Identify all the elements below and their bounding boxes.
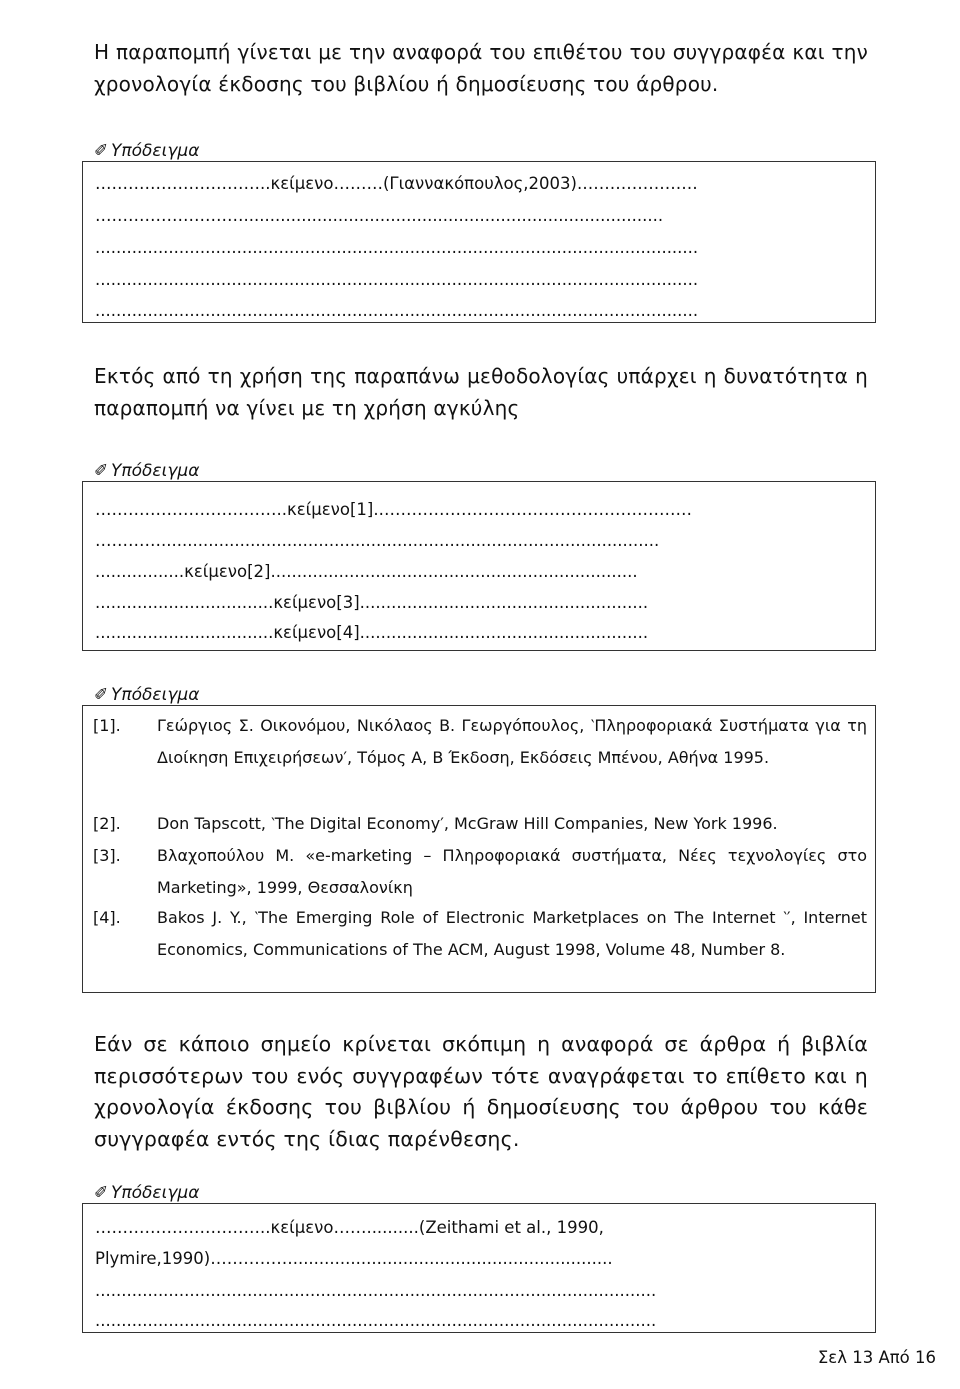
example1-line: ................................................................................................................... (95, 270, 699, 289)
bracket-method-paragraph: Εκτός από τη χρήση της παραπάνω μεθοδολογίας υπάρχει η δυνατότητα η παραπομπή να γίνει με τη χρήση αγκύλης (94, 364, 868, 420)
reference-text: Γεώργιος Σ. Οικονόμου, Νικόλαος Β. Γεωργόπουλος, ‵Πληροφοριακά Συστήματα για τη Διοίκηση Επιχειρήσεων′, Τόμος Α, Β Έκδοση, Εκδόσεις Μπένου, Αθήνα 1995. (157, 716, 867, 767)
example-label-3 (94, 684, 199, 706)
example-label-2 (94, 460, 199, 482)
multi-author-paragraph: Εάν σε κάποιο σημείο κρίνεται σκόπιμη η αναφορά σε άρθρα ή βιβλία περισσότερων του ενός συγγραφέων τότε αναγράφεται το επίθετο και η χρονολογία έκδοσης του βιβλίου ή δημοσίευσης του άρθρου του κάθε συγγραφέα εντός της ίδιας παρένθεσης. (94, 1032, 868, 1151)
example1-line: ................................................................................................................... (95, 301, 699, 320)
example2-line: ..................................κείμενο[3]....................................................... (95, 593, 649, 612)
example-label-text: Υπόδειγμα (111, 685, 200, 705)
example-label-text: Υπόδειγμα (111, 141, 200, 161)
reference-text: Βλαχοπούλου Μ. «e-marketing – Πληροφοριακά συστήματα, Νέες τεχνολογίες στο Marketing», 1999, Θεσσαλονίκη (157, 846, 867, 897)
intro-paragraph: Η παραπομπή γίνεται με την αναφορά του επιθέτου του συγγραφέα και την χρονολογία έκδοσης του βιβλίου ή δημοσίευσης του άρθρου. (94, 40, 868, 96)
example-box-1 (82, 161, 876, 323)
references-box (82, 705, 876, 993)
reference-text: Don Tapscott, ‵The Digital Economy′, McGraw Hill Companies, New York 1996. (157, 814, 778, 833)
example-label-4 (94, 1182, 199, 1204)
reference-number: [3]. (93, 846, 121, 865)
example4-line: Plymire,1990)……………............................................................. (95, 1249, 613, 1268)
example-label-text: Υπόδειγμα (111, 461, 200, 481)
pencil-icon: ✐ (94, 141, 109, 161)
reference-number: [4]. (93, 908, 121, 927)
example2-line: …………............................................................................................... (95, 531, 660, 550)
reference-item (93, 902, 867, 992)
example-box-2 (82, 481, 876, 651)
example1-line: ................................................................................................................... (95, 238, 699, 257)
pencil-icon: ✐ (94, 461, 109, 481)
example-box-4 (82, 1203, 876, 1333)
reference-item (93, 808, 867, 840)
pencil-icon: ✐ (94, 1183, 109, 1203)
example-label-text: Υπόδειγμα (111, 1183, 200, 1203)
reference-number: [2]. (93, 814, 121, 833)
example2-line: ……………………………..κείμενο[1].………………………………………………… (95, 500, 693, 519)
example4-line: ........................................................................................................... (95, 1281, 657, 1300)
reference-item (93, 840, 867, 903)
page-number-footer: Σελ 13 Από 16 (817, 1348, 936, 1367)
example4-line: ........................................................................................................... (95, 1311, 657, 1330)
example-label-1 (94, 140, 199, 162)
example2-line: ..................................κείμενο[4]....................................................... (95, 623, 649, 642)
reference-item (93, 710, 867, 805)
reference-number: [1]. (93, 716, 121, 735)
example2-line: .................κείμενο[2]...................................................................... (95, 562, 638, 581)
pencil-icon: ✐ (94, 685, 109, 705)
reference-text: Bakos J. Y., ‵The Emerging Role of Electronic Marketplaces on The Internet ‵′, Internet Economics, Communications of The ACM, August 1998, Volume 48, Number 8. (157, 908, 867, 959)
example1-line: …………………………..κείμενο………(Γιαννακόπουλος,2003).………………… (95, 174, 698, 193)
example1-line: ………………………................................................................................ (95, 206, 664, 225)
example4-line: …………………………..κείμενο……..........(Zeithami et al., 1990, (95, 1218, 604, 1237)
